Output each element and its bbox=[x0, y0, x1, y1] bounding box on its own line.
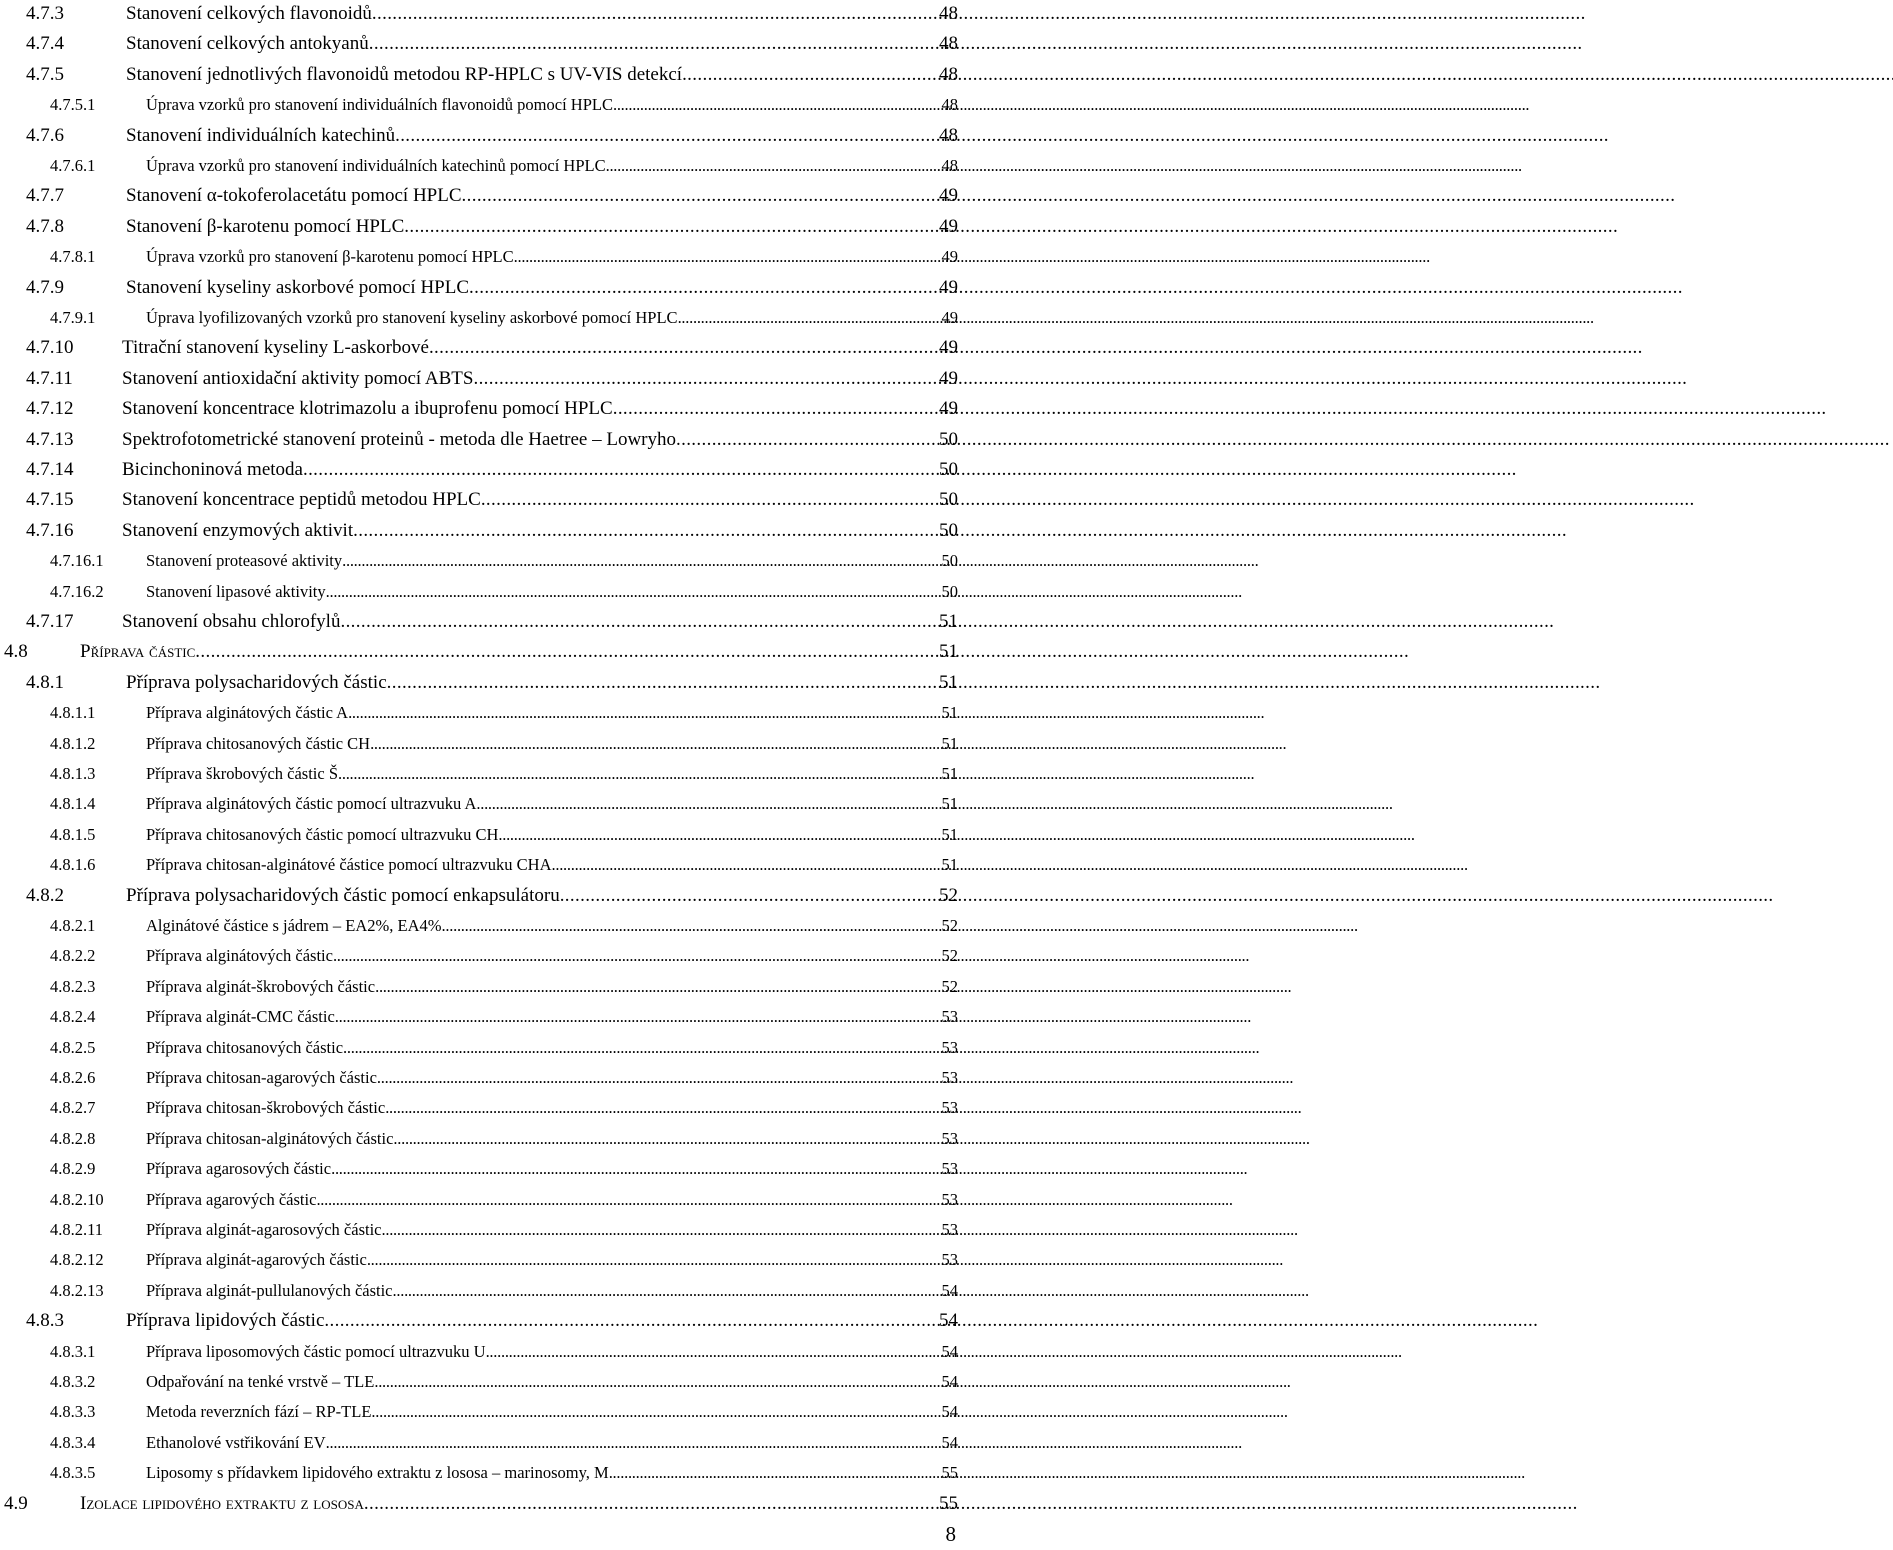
toc-entry[interactable] bbox=[0, 1307, 958, 1335]
toc-entry-title: Příprava liposomových částic pomocí ultrazvuku U bbox=[146, 1341, 486, 1361]
toc-dot-leader bbox=[340, 608, 937, 636]
toc-entry-page: 49 bbox=[939, 185, 958, 207]
toc-dot-leader bbox=[514, 243, 940, 271]
toc-entry-number: 4.8.2.13 bbox=[50, 1280, 104, 1300]
toc-dot-leader bbox=[486, 1338, 940, 1366]
toc-entry-page: 54 bbox=[941, 1341, 958, 1361]
toc-entry[interactable] bbox=[0, 1246, 958, 1274]
toc-entry-title: Úprava vzorků pro stanovení individuálních flavonoidů pomocí HPLC bbox=[146, 95, 613, 115]
toc-dot-leader bbox=[385, 1094, 939, 1122]
toc-entry-title: Příprava chitosanových částic bbox=[146, 1037, 344, 1057]
toc-entry[interactable] bbox=[0, 182, 958, 210]
toc-entry[interactable] bbox=[0, 790, 958, 818]
toc-entry-number: 4.8.3 bbox=[26, 1310, 64, 1332]
toc-entry-page: 54 bbox=[941, 1402, 958, 1422]
toc-entry-page: 51 bbox=[941, 824, 958, 844]
toc-entry-title: Ethanolové vstřikování EV bbox=[146, 1432, 326, 1452]
toc-entry[interactable] bbox=[0, 152, 958, 180]
toc-dot-leader bbox=[481, 486, 937, 514]
toc-entry[interactable] bbox=[0, 1338, 958, 1366]
toc-entry[interactable] bbox=[0, 334, 958, 362]
toc-dot-leader bbox=[333, 942, 940, 970]
toc-entry-title: Příprava chitosan-alginátových částic bbox=[146, 1128, 394, 1148]
toc-entry-title: Příprava alginát-agarových částic bbox=[146, 1250, 367, 1270]
toc-entry-page: 49 bbox=[939, 367, 958, 389]
toc-dot-leader bbox=[348, 699, 939, 727]
toc-entry-title: Příprava alginát-škrobových částic bbox=[146, 976, 376, 996]
toc-entry-page: 51 bbox=[939, 611, 958, 632]
toc-entry[interactable] bbox=[0, 243, 958, 271]
toc-entry-page: 49 bbox=[939, 398, 958, 420]
toc-dot-leader bbox=[375, 973, 939, 1001]
toc-entry-title: Stanovení enzymových aktivit bbox=[122, 519, 354, 541]
toc-entry-title: Příprava agarosových částic bbox=[146, 1159, 332, 1179]
toc-entry-number: 4.8.1.5 bbox=[50, 824, 96, 844]
toc-entry-number: 4.7.6 bbox=[26, 124, 64, 146]
toc-entry-number: 4.7.16 bbox=[26, 519, 74, 541]
toc-dot-leader bbox=[442, 912, 940, 940]
toc-entry-number: 4.9 bbox=[4, 1492, 28, 1514]
toc-entry-number: 4.8.1.2 bbox=[50, 733, 96, 753]
toc-entry[interactable] bbox=[0, 1490, 958, 1518]
toc-entry-title: Stanovení lipasové aktivity bbox=[146, 581, 326, 601]
toc-entry-number: 4.7.14 bbox=[26, 459, 74, 480]
toc-entry-number: 4.8.1.3 bbox=[50, 764, 96, 783]
toc-entry-number: 4.8.3.4 bbox=[50, 1432, 96, 1452]
toc-entry[interactable] bbox=[0, 851, 958, 879]
toc-entry[interactable] bbox=[0, 1186, 958, 1214]
toc-entry-page: 51 bbox=[939, 641, 958, 663]
toc-entry-page: 52 bbox=[941, 946, 958, 966]
toc-entry[interactable] bbox=[0, 1398, 958, 1426]
toc-entry[interactable] bbox=[0, 426, 958, 454]
toc-entry-title: Stanovení α-tokoferolacetátu pomocí HPLC bbox=[126, 185, 462, 207]
toc-entry-title: Stanovení celkových antokyanů bbox=[126, 33, 369, 55]
toc-dot-leader bbox=[377, 1064, 940, 1092]
toc-entry-page: 48 bbox=[939, 124, 958, 146]
toc-entry-number: 4.7.12 bbox=[26, 398, 74, 420]
toc-entry-number: 4.8.3.3 bbox=[50, 1402, 96, 1422]
toc-entry-number: 4.8.1 bbox=[26, 671, 64, 693]
toc-entry-page: 51 bbox=[941, 733, 958, 753]
toc-entry[interactable] bbox=[0, 1034, 958, 1062]
toc-dot-leader bbox=[552, 851, 940, 879]
toc-dot-leader bbox=[473, 365, 937, 393]
toc-dot-leader bbox=[429, 334, 937, 362]
toc-entry[interactable] bbox=[0, 973, 958, 1001]
toc-entry[interactable] bbox=[0, 1064, 958, 1092]
toc-entry-number: 4.7.16.2 bbox=[50, 581, 104, 601]
toc-entry-title: Stanovení obsahu chlorofylů bbox=[122, 611, 341, 632]
toc-entry-page: 53 bbox=[941, 1007, 958, 1027]
toc-entry-page: 53 bbox=[941, 1037, 958, 1057]
toc-entry-title: Stanovení jednotlivých flavonoidů metodou RP-HPLC s UV-VIS detekcí bbox=[126, 63, 683, 85]
toc-entry[interactable] bbox=[0, 1094, 958, 1122]
toc-entry-number: 4.8 bbox=[4, 641, 28, 663]
toc-entry[interactable] bbox=[0, 91, 958, 119]
toc-entry-title: Stanovení β-karotenu pomocí HPLC bbox=[126, 215, 405, 237]
toc-dot-leader bbox=[326, 578, 940, 606]
toc-dot-leader bbox=[343, 1034, 939, 1062]
toc-entry-title: Příprava polysacharidových částic bbox=[126, 671, 387, 693]
toc-entry[interactable] bbox=[0, 213, 958, 241]
toc-entry[interactable] bbox=[0, 122, 958, 150]
toc-dot-leader bbox=[613, 91, 940, 119]
toc-dot-leader bbox=[335, 1003, 940, 1031]
toc-entry-title: Stanovení proteasové aktivity bbox=[146, 551, 343, 571]
toc-entry-title: Příprava částic bbox=[80, 641, 196, 663]
toc-entry-page: 51 bbox=[941, 794, 958, 814]
toc-entry[interactable] bbox=[0, 912, 958, 940]
toc-entry-title: Stanovení koncentrace peptidů metodou HPLC bbox=[122, 489, 481, 511]
toc-dot-leader bbox=[382, 1216, 940, 1244]
toc-entry-page: 49 bbox=[939, 215, 958, 237]
toc-entry[interactable] bbox=[0, 699, 958, 727]
toc-entry-number: 4.7.9.1 bbox=[50, 308, 96, 327]
toc-dot-leader bbox=[371, 1398, 939, 1426]
toc-dot-leader bbox=[404, 213, 937, 241]
toc-dot-leader bbox=[364, 1490, 937, 1518]
toc-entry-page: 48 bbox=[941, 95, 958, 115]
toc-entry[interactable] bbox=[0, 1155, 958, 1183]
toc-dot-leader bbox=[342, 547, 939, 575]
toc-entry-page: 54 bbox=[939, 1310, 958, 1332]
toc-entry[interactable] bbox=[0, 547, 958, 575]
toc-entry-page: 53 bbox=[941, 1159, 958, 1179]
toc-dot-leader bbox=[353, 517, 937, 545]
toc-entry-page: 54 bbox=[941, 1280, 958, 1300]
toc-entry-number: 4.7.17 bbox=[26, 611, 74, 632]
toc-entry-page: 49 bbox=[941, 308, 958, 327]
toc-entry-title: Příprava chitosan-alginátové částice pomocí ultrazvuku CHA bbox=[146, 855, 552, 875]
toc-entry-page: 49 bbox=[939, 337, 958, 359]
toc-entry-title: Liposomy s přídavkem lipidového extraktu z lososa – marinosomy, M bbox=[146, 1463, 609, 1483]
toc-entry-title: Příprava lipidových částic bbox=[126, 1310, 325, 1332]
toc-entry-page: 51 bbox=[939, 671, 958, 693]
toc-entry[interactable] bbox=[0, 578, 958, 606]
toc-entry-page: 53 bbox=[941, 1189, 958, 1209]
toc-entry-number: 4.7.6.1 bbox=[50, 156, 96, 175]
toc-entry-title: Odpařování na tenké vrstvě – TLE bbox=[146, 1372, 375, 1391]
toc-entry-number: 4.7.11 bbox=[26, 367, 73, 389]
toc-entry-page: 53 bbox=[941, 1220, 958, 1239]
toc-entry-title: Příprava alginát-agarosových částic bbox=[146, 1220, 382, 1239]
toc-entry-number: 4.7.9 bbox=[26, 276, 64, 298]
toc-entry[interactable] bbox=[0, 1216, 958, 1244]
toc-entry[interactable] bbox=[0, 1277, 958, 1305]
toc-entry-title: Alginátové částice s jádrem – EA2%, EA4% bbox=[146, 916, 442, 935]
toc-entry-title: Stanovení celkových flavonoidů bbox=[126, 3, 372, 24]
toc-entry-number: 4.7.3 bbox=[26, 3, 64, 24]
toc-entry-page: 49 bbox=[939, 276, 958, 298]
toc-entry-title: Úprava lyofilizovaných vzorků pro stanovení kyseliny askorbové pomocí HPLC bbox=[146, 308, 678, 327]
toc-entry-page: 51 bbox=[941, 764, 958, 783]
toc-entry[interactable] bbox=[0, 942, 958, 970]
toc-entry-number: 4.7.10 bbox=[26, 337, 74, 359]
toc-entry-number: 4.8.2.9 bbox=[50, 1159, 96, 1179]
toc-entry-number: 4.8.2.5 bbox=[50, 1037, 96, 1057]
toc-dot-leader bbox=[370, 730, 939, 758]
toc-entry-title: Úprava vzorků pro stanovení individuálních katechinů pomocí HPLC bbox=[146, 156, 606, 175]
toc-entry-page: 48 bbox=[939, 33, 958, 55]
toc-entry-title: Příprava chitosan-škrobových částic bbox=[146, 1098, 386, 1118]
toc-entry-page: 50 bbox=[939, 489, 958, 511]
toc-entry[interactable] bbox=[0, 61, 958, 89]
toc-entry-number: 4.7.5 bbox=[26, 63, 64, 85]
toc-entry-number: 4.7.5.1 bbox=[50, 95, 96, 115]
toc-entry-page: 54 bbox=[941, 1372, 958, 1391]
toc-entry[interactable] bbox=[0, 638, 958, 666]
toc-dot-leader bbox=[374, 1368, 939, 1396]
toc-entry-title: Spektrofotometrické stanovení proteinů - metoda dle Haetree – Lowryho bbox=[122, 428, 676, 450]
toc-entry-page: 54 bbox=[941, 1432, 958, 1452]
toc-entry-number: 4.7.8 bbox=[26, 215, 64, 237]
toc-entry-page: 51 bbox=[941, 855, 958, 875]
toc-entry-number: 4.8.1.6 bbox=[50, 855, 96, 875]
toc-entry-number: 4.8.2.10 bbox=[50, 1189, 104, 1209]
toc-dot-leader bbox=[372, 0, 937, 28]
toc-dot-leader bbox=[393, 1277, 940, 1305]
toc-entry-page: 48 bbox=[939, 63, 958, 85]
toc-entry-page: 50 bbox=[939, 519, 958, 541]
toc-entry-title: Stanovení kyseliny askorbové pomocí HPLC bbox=[126, 276, 470, 298]
toc-entry-page: 49 bbox=[941, 247, 958, 267]
toc-entry-number: 4.8.2.4 bbox=[50, 1007, 96, 1027]
toc-entry-page: 53 bbox=[941, 1098, 958, 1118]
toc-entry[interactable] bbox=[0, 1003, 958, 1031]
toc-dot-leader bbox=[469, 274, 937, 302]
toc-entry-title: Úprava vzorků pro stanovení β-karotenu pomocí HPLC bbox=[146, 247, 514, 267]
toc-entry-page: 50 bbox=[939, 459, 958, 480]
toc-dot-leader bbox=[606, 152, 940, 180]
toc-entry-page: 53 bbox=[941, 1250, 958, 1270]
toc-entry[interactable] bbox=[0, 30, 958, 58]
toc-dot-leader bbox=[678, 304, 940, 332]
toc-entry-title: Stanovení individuálních katechinů bbox=[126, 124, 396, 146]
toc-entry[interactable] bbox=[0, 395, 958, 423]
toc-entry[interactable] bbox=[0, 882, 958, 910]
toc-entry-page: 55 bbox=[939, 1492, 958, 1514]
toc-entry-title: Stanovení antioxidační aktivity pomocí ABTS bbox=[122, 367, 474, 389]
toc-entry-number: 4.8.2.8 bbox=[50, 1128, 96, 1148]
toc-entry-number: 4.7.8.1 bbox=[50, 247, 96, 267]
toc-dot-leader bbox=[387, 669, 937, 697]
toc-entry-number: 4.7.7 bbox=[26, 185, 64, 207]
toc-dot-leader bbox=[303, 456, 937, 484]
toc-entry-number: 4.8.1.4 bbox=[50, 794, 96, 814]
page-number: 8 bbox=[945, 1522, 956, 1546]
toc-dot-leader bbox=[395, 122, 937, 150]
toc-dot-leader bbox=[393, 1125, 939, 1153]
toc-dot-leader bbox=[367, 1246, 940, 1274]
toc-entry-title: Příprava alginátových částic bbox=[146, 946, 333, 966]
toc-entry[interactable] bbox=[0, 0, 958, 28]
toc-entry[interactable] bbox=[0, 608, 958, 636]
toc-entry-page: 53 bbox=[941, 1128, 958, 1148]
toc-entry-title: Izolace lipidového extraktu z lososa bbox=[80, 1492, 364, 1514]
toc-entry-number: 4.7.16.1 bbox=[50, 551, 104, 571]
toc-entry-title: Příprava chitosan-agarových částic bbox=[146, 1068, 377, 1087]
toc-dot-leader bbox=[609, 1459, 940, 1487]
toc-entry-number: 4.8.2.1 bbox=[50, 916, 96, 935]
toc-entry-title: Příprava alginát-CMC částic bbox=[146, 1007, 335, 1027]
toc-entry-title: Bicinchoninová metoda bbox=[122, 459, 303, 480]
toc-entry-page: 53 bbox=[941, 1068, 958, 1087]
toc-entry-title: Příprava alginátových částic A bbox=[146, 703, 349, 723]
toc-entry-number: 4.7.4 bbox=[26, 33, 64, 55]
toc-entry[interactable] bbox=[0, 669, 958, 697]
toc-entry-number: 4.8.2.3 bbox=[50, 976, 96, 996]
toc-dot-leader bbox=[676, 426, 937, 454]
toc-entry[interactable] bbox=[0, 517, 958, 545]
toc-entry-title: Příprava chitosanových částic CH bbox=[146, 733, 371, 753]
toc-entry-page: 52 bbox=[941, 976, 958, 996]
toc-dot-leader bbox=[326, 1429, 940, 1457]
toc-entry-number: 4.8.2.6 bbox=[50, 1068, 96, 1087]
toc-dot-leader bbox=[331, 1155, 939, 1183]
toc-entry[interactable] bbox=[0, 1368, 958, 1396]
toc-entry-page: 50 bbox=[939, 428, 958, 450]
toc-dot-leader bbox=[195, 638, 937, 666]
toc-entry-title: Metoda reverzních fází – RP-TLE bbox=[146, 1402, 372, 1422]
toc-entry-number: 4.8.3.1 bbox=[50, 1341, 96, 1361]
toc-entry-page: 51 bbox=[941, 703, 958, 723]
toc-dot-leader bbox=[324, 1307, 937, 1335]
toc-entry[interactable] bbox=[0, 1125, 958, 1153]
toc-entry-number: 4.8.3.2 bbox=[50, 1372, 96, 1391]
toc-entry-page: 48 bbox=[939, 3, 958, 24]
toc-dot-leader bbox=[369, 30, 937, 58]
toc-entry[interactable] bbox=[0, 730, 958, 758]
toc-dot-leader bbox=[560, 882, 937, 910]
toc-dot-leader bbox=[682, 61, 937, 89]
toc-entry-number: 4.8.2.2 bbox=[50, 946, 96, 966]
toc-entry-number: 4.7.15 bbox=[26, 489, 74, 511]
toc-dot-leader bbox=[498, 821, 939, 849]
toc-entry-number: 4.8.3.5 bbox=[50, 1463, 96, 1483]
toc-entry[interactable] bbox=[0, 760, 958, 788]
toc-entry[interactable] bbox=[0, 1429, 958, 1457]
toc-entry-title: Příprava agarových částic bbox=[146, 1189, 317, 1209]
toc-entry[interactable] bbox=[0, 365, 958, 393]
toc-entry[interactable] bbox=[0, 304, 958, 332]
toc-dot-leader bbox=[613, 395, 937, 423]
toc-entry-page: 50 bbox=[941, 581, 958, 601]
toc-entry-title: Příprava alginát-pullulanových částic bbox=[146, 1280, 393, 1300]
toc-entry-title: Titrační stanovení kyseliny L-askorbové bbox=[122, 337, 429, 359]
toc-entry[interactable] bbox=[0, 1459, 958, 1487]
toc-entry-number: 4.8.1.1 bbox=[50, 703, 96, 723]
toc-entry-number: 4.8.2.7 bbox=[50, 1098, 96, 1118]
toc-entry-page: 50 bbox=[941, 551, 958, 571]
toc-entry[interactable] bbox=[0, 821, 958, 849]
toc-entry-title: Příprava škrobových částic Š bbox=[146, 764, 338, 783]
toc-entry-page: 52 bbox=[939, 884, 958, 906]
toc-entry[interactable] bbox=[0, 274, 958, 302]
toc-entry-title: Stanovení koncentrace klotrimazolu a ibuprofenu pomocí HPLC bbox=[122, 398, 613, 420]
toc-dot-leader bbox=[338, 760, 940, 788]
toc-entry-title: Příprava alginátových částic pomocí ultrazvuku A bbox=[146, 794, 477, 814]
toc-dot-leader bbox=[316, 1186, 939, 1214]
toc-entry-number: 4.7.13 bbox=[26, 428, 74, 450]
toc-entry-number: 4.8.2 bbox=[26, 884, 64, 906]
toc-entry-page: 55 bbox=[941, 1463, 958, 1483]
toc-entry-number: 4.8.2.11 bbox=[50, 1220, 104, 1239]
toc-entry-title: Příprava polysacharidových částic pomocí enkapsulátoru bbox=[126, 884, 560, 906]
toc-entry-number: 4.8.2.12 bbox=[50, 1250, 104, 1270]
toc-dot-leader bbox=[462, 182, 937, 210]
toc-entry[interactable] bbox=[0, 456, 958, 484]
toc-entry-page: 52 bbox=[941, 916, 958, 935]
toc-entry-page: 48 bbox=[941, 156, 958, 175]
toc-entry-title: Příprava chitosanových částic pomocí ultrazvuku CH bbox=[146, 824, 499, 844]
toc-entry[interactable] bbox=[0, 486, 958, 514]
toc-dot-leader bbox=[476, 790, 939, 818]
